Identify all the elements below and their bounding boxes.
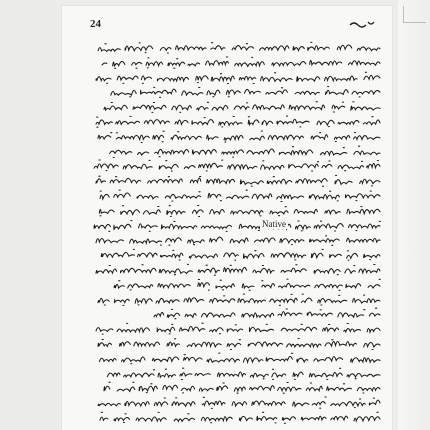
text-line bbox=[88, 40, 380, 55]
text-line bbox=[88, 410, 380, 425]
handwriting-stroke bbox=[96, 188, 380, 202]
text-line bbox=[88, 232, 380, 247]
text-line bbox=[88, 55, 380, 70]
handwriting-stroke bbox=[94, 40, 380, 54]
handwriting-stroke bbox=[90, 218, 380, 232]
text-line bbox=[88, 321, 380, 336]
handwriting-stroke bbox=[92, 70, 380, 84]
handwriting-stroke bbox=[92, 173, 380, 187]
handwriting-stroke bbox=[92, 321, 380, 335]
handwriting-stroke bbox=[90, 158, 380, 172]
text-line bbox=[88, 366, 380, 381]
text-line bbox=[88, 336, 380, 351]
text-line bbox=[88, 99, 380, 114]
text-line bbox=[88, 292, 380, 307]
handwriting-stroke bbox=[90, 203, 380, 217]
text-line bbox=[88, 218, 380, 233]
handwriting-stroke bbox=[110, 277, 380, 291]
latin-word: Native bbox=[262, 218, 286, 229]
handwriting-stroke bbox=[96, 144, 380, 158]
text-line bbox=[88, 84, 380, 99]
adjacent-page-edge bbox=[398, 0, 430, 430]
text-line bbox=[88, 380, 380, 395]
corner-mark bbox=[403, 6, 426, 23]
text-line bbox=[88, 247, 380, 262]
text-line bbox=[88, 144, 380, 159]
text-line bbox=[88, 188, 380, 203]
running-head-handwriting bbox=[348, 20, 376, 28]
handwriting-stroke bbox=[94, 395, 380, 409]
text-line bbox=[88, 277, 380, 292]
handwriting-stroke bbox=[98, 366, 380, 380]
handwriting-stroke bbox=[94, 336, 380, 350]
handwriting-stroke bbox=[96, 84, 380, 98]
handwriting-stroke bbox=[92, 262, 380, 276]
handwriting-stroke bbox=[92, 351, 380, 365]
text-line bbox=[88, 306, 380, 321]
handwriting-stroke bbox=[94, 247, 380, 261]
text-line bbox=[88, 114, 380, 129]
text-line bbox=[88, 158, 380, 173]
handwriting-stroke bbox=[150, 306, 380, 320]
handwriting-stroke bbox=[94, 129, 380, 143]
text-line bbox=[88, 173, 380, 188]
handwriting-stroke bbox=[100, 380, 380, 394]
text-line bbox=[88, 203, 380, 218]
page-number: 24 bbox=[90, 18, 101, 30]
text-line bbox=[88, 395, 380, 410]
text-line bbox=[88, 129, 380, 144]
handwriting-stroke bbox=[96, 410, 380, 424]
text-line bbox=[88, 262, 380, 277]
handwriting-stroke bbox=[94, 292, 380, 306]
handwriting-stroke bbox=[98, 55, 380, 69]
handwriting-stroke bbox=[100, 99, 380, 113]
handwriting-stroke bbox=[92, 232, 380, 246]
handwritten-body-text bbox=[88, 40, 380, 425]
handwriting-stroke bbox=[92, 114, 380, 128]
text-line bbox=[88, 70, 380, 85]
text-line bbox=[88, 351, 380, 366]
